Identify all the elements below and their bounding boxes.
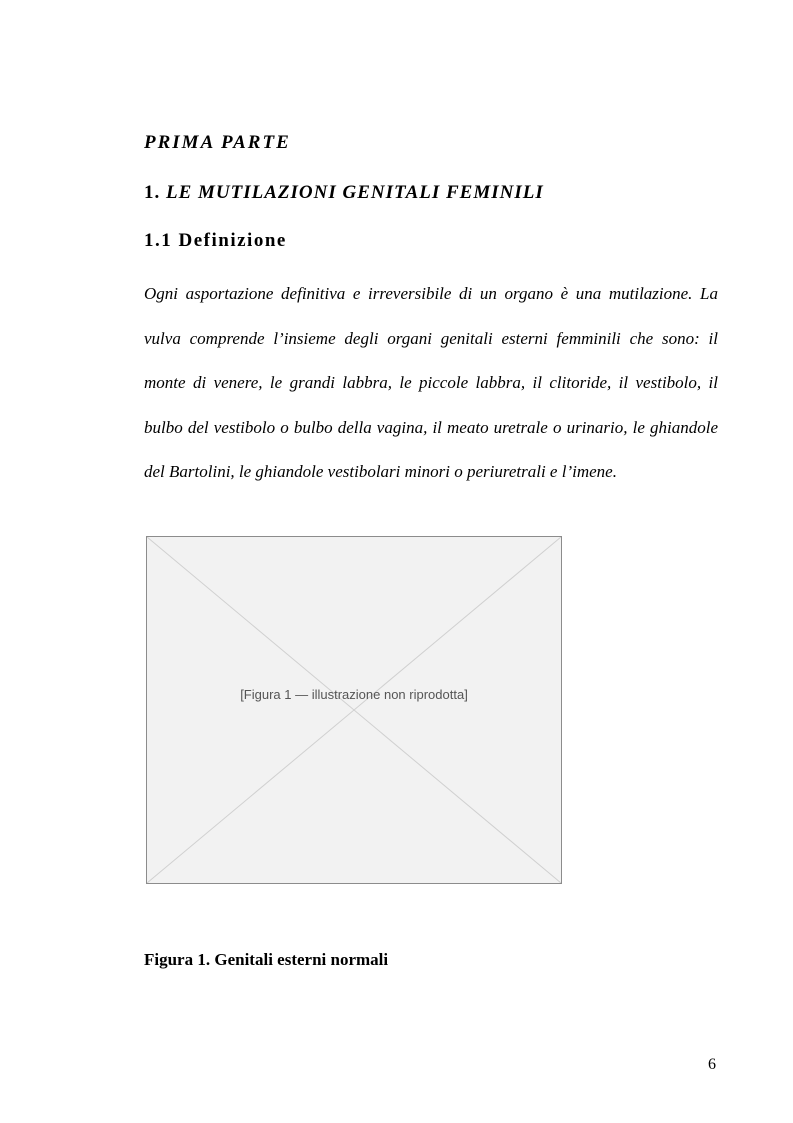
figure-caption: Figura 1. Genitali esterni normali [144, 950, 389, 969]
figure-placeholder-note: [Figura 1 — illustrazione non riprodotta] [240, 687, 468, 702]
chapter-title: LE MUTILAZIONI GENITALI FEMINILI [166, 182, 544, 203]
chapter-heading [144, 182, 544, 204]
part-heading: PRIMA PARTE [144, 132, 291, 153]
chapter-number: 1. [144, 182, 161, 203]
section-heading: 1.1 Definizione [144, 230, 287, 251]
page-number: 6 [708, 1056, 716, 1073]
figure-placeholder-graphic [147, 537, 561, 883]
figure-placeholder [146, 536, 562, 884]
definition-paragraph: Ogni asportazione definitiva e irreversibile di un organo è una mutilazione. La vulva comprende l’insieme degli organi genitali esterni femminili che sono: il monte di venere, le grandi labbra, le piccole labbra, il clitoride, il vestibolo, il bulbo del vestibolo o bulbo della vagina, il meato uretrale o urinario, le ghiandole del Bartolini, le ghiandole vestibolari minori o periuretrali e l’imene. [144, 284, 718, 481]
